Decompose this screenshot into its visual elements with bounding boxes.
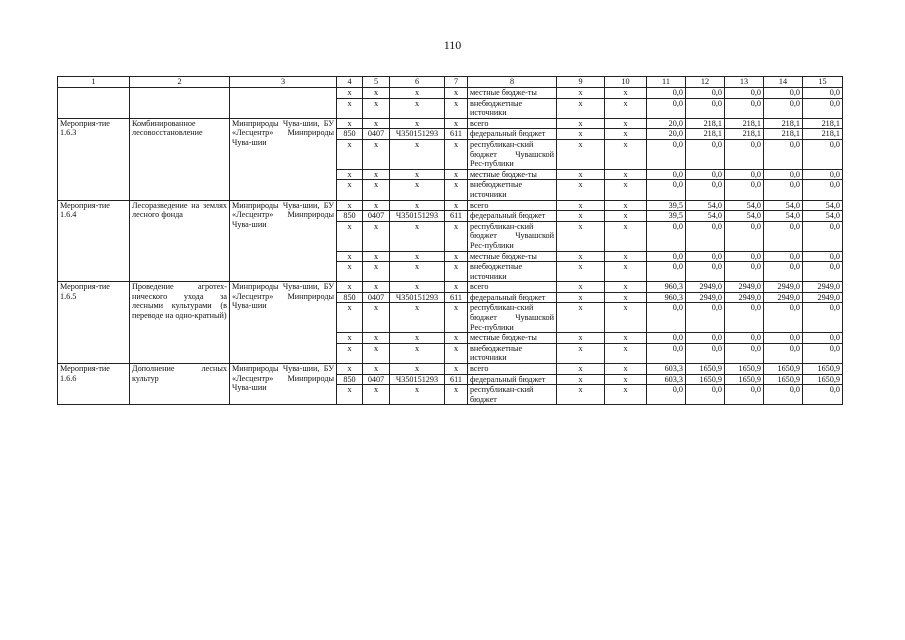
event-title-cell: Дополнение лесных культур: [130, 364, 230, 405]
col10-cell: x: [605, 282, 647, 293]
vr-cell: x: [445, 221, 468, 251]
header-cell: 3: [230, 77, 337, 88]
year-value-cell: 0,0: [725, 169, 764, 180]
year-value-cell: 1650,9: [725, 374, 764, 385]
col9-cell: x: [557, 374, 605, 385]
gr-cell: x: [337, 364, 363, 375]
year-value-cell: 0,0: [803, 98, 843, 118]
csr-cell: Ч350151293: [390, 292, 445, 303]
year-value-cell: 54,0: [764, 211, 803, 222]
source-cell: федеральный бюджет: [468, 374, 557, 385]
col10-cell: x: [605, 343, 647, 363]
year-value-cell: 0,0: [764, 180, 803, 200]
year-value-cell: 0,0: [647, 221, 686, 251]
vr-cell: x: [445, 180, 468, 200]
year-value-cell: 0,0: [725, 333, 764, 344]
csr-cell: x: [390, 343, 445, 363]
year-value-cell: 54,0: [725, 200, 764, 211]
col9-cell: x: [557, 221, 605, 251]
col9-cell: x: [557, 211, 605, 222]
year-value-cell: 0,0: [647, 385, 686, 405]
csr-cell: x: [390, 98, 445, 118]
gr-cell: x: [337, 98, 363, 118]
year-value-cell: 0,0: [686, 251, 725, 262]
source-cell: местные бюдже-ты: [468, 251, 557, 262]
source-cell: местные бюдже-ты: [468, 169, 557, 180]
year-value-cell: 2949,0: [764, 292, 803, 303]
csr-cell: Ч350151293: [390, 211, 445, 222]
year-value-cell: 0,0: [686, 333, 725, 344]
header-cell: 7: [445, 77, 468, 88]
executor-cell: Минприроды Чува-шии, БУ «Лесцентр» Минприроды Чува-шии: [230, 118, 337, 200]
vr-cell: x: [445, 303, 468, 333]
event-name-cell: Мероприя-тие 1.6.3: [58, 118, 130, 200]
year-value-cell: 2949,0: [725, 292, 764, 303]
year-value-cell: 0,0: [647, 333, 686, 344]
gr-cell: 850: [337, 211, 363, 222]
year-value-cell: 0,0: [803, 303, 843, 333]
rz-pr-cell: x: [363, 251, 390, 262]
vr-cell: 611: [445, 374, 468, 385]
page-number: 110: [443, 38, 462, 52]
year-value-cell: 54,0: [686, 200, 725, 211]
rz-pr-cell: 0407: [363, 292, 390, 303]
csr-cell: x: [390, 180, 445, 200]
source-cell: республикан-ский бюджет: [468, 385, 557, 405]
year-value-cell: 20,0: [647, 118, 686, 129]
col10-cell: x: [605, 292, 647, 303]
header-cell: 5: [363, 77, 390, 88]
year-value-cell: 1650,9: [686, 364, 725, 375]
year-value-cell: 0,0: [686, 98, 725, 118]
gr-cell: x: [337, 343, 363, 363]
rz-pr-cell: x: [363, 200, 390, 211]
year-value-cell: 603,3: [647, 374, 686, 385]
vr-cell: x: [445, 139, 468, 169]
year-value-cell: 0,0: [764, 139, 803, 169]
col9-cell: x: [557, 343, 605, 363]
gr-cell: x: [337, 221, 363, 251]
source-cell: внебюджетные источники: [468, 180, 557, 200]
col9-cell: x: [557, 333, 605, 344]
col9-cell: x: [557, 303, 605, 333]
col10-cell: x: [605, 139, 647, 169]
year-value-cell: 1650,9: [803, 374, 843, 385]
csr-cell: x: [390, 282, 445, 293]
vr-cell: x: [445, 282, 468, 293]
year-value-cell: 218,1: [803, 118, 843, 129]
year-value-cell: 0,0: [647, 262, 686, 282]
col10-cell: x: [605, 200, 647, 211]
csr-cell: x: [390, 118, 445, 129]
source-cell: республикан-ский бюджет Чувашской Рес-публики: [468, 303, 557, 333]
source-cell: республикан-ский бюджет Чувашской Рес-публики: [468, 221, 557, 251]
header-cell: 2: [130, 77, 230, 88]
year-value-cell: 0,0: [725, 343, 764, 363]
header-cell: 11: [647, 77, 686, 88]
table-body: [58, 88, 843, 405]
rz-pr-cell: x: [363, 139, 390, 169]
col10-cell: x: [605, 303, 647, 333]
rz-pr-cell: 0407: [363, 374, 390, 385]
gr-cell: 850: [337, 374, 363, 385]
rz-pr-cell: x: [363, 343, 390, 363]
year-value-cell: 1650,9: [764, 364, 803, 375]
gr-cell: 850: [337, 292, 363, 303]
year-value-cell: 0,0: [686, 221, 725, 251]
year-value-cell: 0,0: [803, 221, 843, 251]
rz-pr-cell: x: [363, 385, 390, 405]
year-value-cell: 960,3: [647, 282, 686, 293]
source-cell: всего: [468, 282, 557, 293]
rz-pr-cell: x: [363, 364, 390, 375]
rz-pr-cell: x: [363, 282, 390, 293]
gr-cell: x: [337, 169, 363, 180]
source-cell: всего: [468, 118, 557, 129]
col9-cell: x: [557, 282, 605, 293]
source-cell: внебюджетные источники: [468, 262, 557, 282]
year-value-cell: 2949,0: [764, 282, 803, 293]
csr-cell: x: [390, 88, 445, 99]
year-value-cell: 0,0: [725, 98, 764, 118]
header-cell: 15: [803, 77, 843, 88]
csr-cell: Ч350151293: [390, 374, 445, 385]
budget-table: [57, 76, 843, 405]
year-value-cell: 0,0: [764, 88, 803, 99]
year-value-cell: 39,5: [647, 211, 686, 222]
gr-cell: x: [337, 385, 363, 405]
event-name-cell: Мероприя-тие 1.6.5: [58, 282, 130, 364]
year-value-cell: 218,1: [686, 118, 725, 129]
rz-pr-cell: 0407: [363, 129, 390, 140]
year-value-cell: 2949,0: [803, 292, 843, 303]
csr-cell: x: [390, 139, 445, 169]
year-value-cell: 0,0: [803, 385, 843, 405]
csr-cell: x: [390, 385, 445, 405]
table-row: [58, 364, 843, 375]
rz-pr-cell: 0407: [363, 211, 390, 222]
executor-cell: Минприроды Чува-шии, БУ «Лесцентр» Минприроды Чува-шии: [230, 200, 337, 282]
col9-cell: x: [557, 118, 605, 129]
year-value-cell: 54,0: [803, 200, 843, 211]
col9-cell: x: [557, 251, 605, 262]
vr-cell: x: [445, 200, 468, 211]
year-value-cell: 218,1: [764, 118, 803, 129]
csr-cell: x: [390, 333, 445, 344]
empty-cell: [58, 88, 130, 119]
year-value-cell: 0,0: [686, 139, 725, 169]
header-cell: 9: [557, 77, 605, 88]
year-value-cell: 1650,9: [686, 374, 725, 385]
year-value-cell: 960,3: [647, 292, 686, 303]
col9-cell: x: [557, 169, 605, 180]
csr-cell: x: [390, 303, 445, 333]
vr-cell: x: [445, 385, 468, 405]
year-value-cell: 54,0: [725, 211, 764, 222]
gr-cell: x: [337, 118, 363, 129]
vr-cell: 611: [445, 292, 468, 303]
col9-cell: x: [557, 139, 605, 169]
year-value-cell: 0,0: [647, 139, 686, 169]
table-row: [58, 200, 843, 211]
year-value-cell: 0,0: [725, 221, 764, 251]
year-value-cell: 0,0: [686, 88, 725, 99]
source-cell: всего: [468, 200, 557, 211]
header-cell: 14: [764, 77, 803, 88]
year-value-cell: 0,0: [686, 343, 725, 363]
csr-cell: x: [390, 169, 445, 180]
year-value-cell: 2949,0: [803, 282, 843, 293]
gr-cell: x: [337, 251, 363, 262]
vr-cell: x: [445, 251, 468, 262]
table-row: [58, 88, 843, 99]
year-value-cell: 0,0: [803, 139, 843, 169]
year-value-cell: 54,0: [686, 211, 725, 222]
year-value-cell: 0,0: [647, 169, 686, 180]
event-title-cell: Проведение агротех-нического ухода за лесными культурами (в переводе на одно-кратный): [130, 282, 230, 364]
year-value-cell: 218,1: [725, 129, 764, 140]
year-value-cell: 0,0: [725, 88, 764, 99]
csr-cell: x: [390, 200, 445, 211]
year-value-cell: 0,0: [764, 221, 803, 251]
year-value-cell: 39,5: [647, 200, 686, 211]
year-value-cell: 603,3: [647, 364, 686, 375]
source-cell: внебюджетные источники: [468, 343, 557, 363]
year-value-cell: 0,0: [803, 180, 843, 200]
col9-cell: x: [557, 98, 605, 118]
table-row: [58, 118, 843, 129]
year-value-cell: 0,0: [725, 139, 764, 169]
header-cell: 12: [686, 77, 725, 88]
gr-cell: x: [337, 139, 363, 169]
gr-cell: x: [337, 200, 363, 211]
year-value-cell: 0,0: [686, 303, 725, 333]
year-value-cell: 0,0: [725, 262, 764, 282]
vr-cell: x: [445, 343, 468, 363]
year-value-cell: 0,0: [764, 262, 803, 282]
csr-cell: x: [390, 262, 445, 282]
year-value-cell: 0,0: [686, 262, 725, 282]
col10-cell: x: [605, 221, 647, 251]
source-cell: местные бюдже-ты: [468, 88, 557, 99]
vr-cell: x: [445, 169, 468, 180]
year-value-cell: 0,0: [686, 180, 725, 200]
source-cell: федеральный бюджет: [468, 211, 557, 222]
vr-cell: 611: [445, 211, 468, 222]
rz-pr-cell: x: [363, 221, 390, 251]
header-cell: 4: [337, 77, 363, 88]
source-cell: федеральный бюджет: [468, 129, 557, 140]
year-value-cell: 0,0: [725, 385, 764, 405]
year-value-cell: 0,0: [647, 88, 686, 99]
rz-pr-cell: x: [363, 118, 390, 129]
year-value-cell: 0,0: [647, 303, 686, 333]
source-cell: внебюджетные источники: [468, 98, 557, 118]
header-cell: 6: [390, 77, 445, 88]
col10-cell: x: [605, 385, 647, 405]
gr-cell: x: [337, 333, 363, 344]
rz-pr-cell: x: [363, 98, 390, 118]
col10-cell: x: [605, 169, 647, 180]
col10-cell: x: [605, 98, 647, 118]
gr-cell: x: [337, 180, 363, 200]
event-title-cell: Лесоразведение на землях лесного фонда: [130, 200, 230, 282]
year-value-cell: 1650,9: [764, 374, 803, 385]
table-header: [58, 77, 843, 88]
col9-cell: x: [557, 364, 605, 375]
header-cell: 13: [725, 77, 764, 88]
year-value-cell: 0,0: [725, 303, 764, 333]
csr-cell: x: [390, 221, 445, 251]
csr-cell: Ч350151293: [390, 129, 445, 140]
gr-cell: 850: [337, 129, 363, 140]
executor-cell: Минприроды Чува-шии, БУ «Лесцентр» Минприроды Чува-шии: [230, 282, 337, 364]
year-value-cell: 2949,0: [686, 292, 725, 303]
col10-cell: x: [605, 364, 647, 375]
year-value-cell: 2949,0: [686, 282, 725, 293]
vr-cell: x: [445, 262, 468, 282]
year-value-cell: 218,1: [725, 118, 764, 129]
year-value-cell: 0,0: [803, 343, 843, 363]
year-value-cell: 0,0: [764, 251, 803, 262]
empty-cell: [230, 88, 337, 119]
col9-cell: x: [557, 292, 605, 303]
year-value-cell: 54,0: [803, 211, 843, 222]
source-cell: местные бюдже-ты: [468, 333, 557, 344]
col9-cell: x: [557, 129, 605, 140]
year-value-cell: 0,0: [686, 385, 725, 405]
gr-cell: x: [337, 282, 363, 293]
source-cell: федеральный бюджет: [468, 292, 557, 303]
csr-cell: x: [390, 364, 445, 375]
col9-cell: x: [557, 200, 605, 211]
col10-cell: x: [605, 333, 647, 344]
col10-cell: x: [605, 251, 647, 262]
csr-cell: x: [390, 251, 445, 262]
year-value-cell: 218,1: [803, 129, 843, 140]
col9-cell: x: [557, 180, 605, 200]
year-value-cell: 0,0: [803, 169, 843, 180]
year-value-cell: 0,0: [764, 303, 803, 333]
year-value-cell: 0,0: [647, 251, 686, 262]
vr-cell: x: [445, 333, 468, 344]
gr-cell: x: [337, 303, 363, 333]
year-value-cell: 0,0: [725, 251, 764, 262]
year-value-cell: 0,0: [764, 385, 803, 405]
year-value-cell: 0,0: [647, 180, 686, 200]
year-value-cell: 2949,0: [725, 282, 764, 293]
year-value-cell: 0,0: [647, 343, 686, 363]
col9-cell: x: [557, 385, 605, 405]
rz-pr-cell: x: [363, 303, 390, 333]
rz-pr-cell: x: [363, 180, 390, 200]
year-value-cell: 218,1: [764, 129, 803, 140]
year-value-cell: 0,0: [803, 251, 843, 262]
source-cell: всего: [468, 364, 557, 375]
vr-cell: x: [445, 364, 468, 375]
year-value-cell: 1650,9: [725, 364, 764, 375]
col10-cell: x: [605, 129, 647, 140]
rz-pr-cell: x: [363, 88, 390, 99]
year-value-cell: 0,0: [764, 98, 803, 118]
year-value-cell: 0,0: [764, 333, 803, 344]
header-cell: 10: [605, 77, 647, 88]
executor-cell: Минприроды Чува-шии, БУ «Лесцентр» Минприроды Чува-шии: [230, 364, 337, 405]
gr-cell: x: [337, 88, 363, 99]
col10-cell: x: [605, 374, 647, 385]
gr-cell: x: [337, 262, 363, 282]
year-value-cell: 218,1: [686, 129, 725, 140]
rz-pr-cell: x: [363, 333, 390, 344]
col9-cell: x: [557, 262, 605, 282]
empty-cell: [130, 88, 230, 119]
year-value-cell: 1650,9: [803, 364, 843, 375]
vr-cell: x: [445, 118, 468, 129]
year-value-cell: 20,0: [647, 129, 686, 140]
col10-cell: x: [605, 262, 647, 282]
year-value-cell: 0,0: [764, 169, 803, 180]
col10-cell: x: [605, 211, 647, 222]
year-value-cell: 0,0: [803, 333, 843, 344]
event-name-cell: Мероприя-тие 1.6.6: [58, 364, 130, 405]
rz-pr-cell: x: [363, 262, 390, 282]
year-value-cell: 0,0: [803, 88, 843, 99]
year-value-cell: 0,0: [764, 343, 803, 363]
year-value-cell: 54,0: [764, 200, 803, 211]
vr-cell: x: [445, 98, 468, 118]
year-value-cell: 0,0: [686, 169, 725, 180]
header-cell: 8: [468, 77, 557, 88]
event-name-cell: Мероприя-тие 1.6.4: [58, 200, 130, 282]
year-value-cell: 0,0: [725, 180, 764, 200]
col10-cell: x: [605, 180, 647, 200]
col10-cell: x: [605, 118, 647, 129]
rz-pr-cell: x: [363, 169, 390, 180]
table-row: [58, 282, 843, 293]
header-cell: 1: [58, 77, 130, 88]
col10-cell: x: [605, 88, 647, 99]
year-value-cell: 0,0: [647, 98, 686, 118]
event-title-cell: Комбинированное лесовосстановление: [130, 118, 230, 200]
year-value-cell: 0,0: [803, 262, 843, 282]
vr-cell: x: [445, 88, 468, 99]
vr-cell: 611: [445, 129, 468, 140]
source-cell: республикан-ский бюджет Чувашской Рес-публики: [468, 139, 557, 169]
col9-cell: x: [557, 88, 605, 99]
